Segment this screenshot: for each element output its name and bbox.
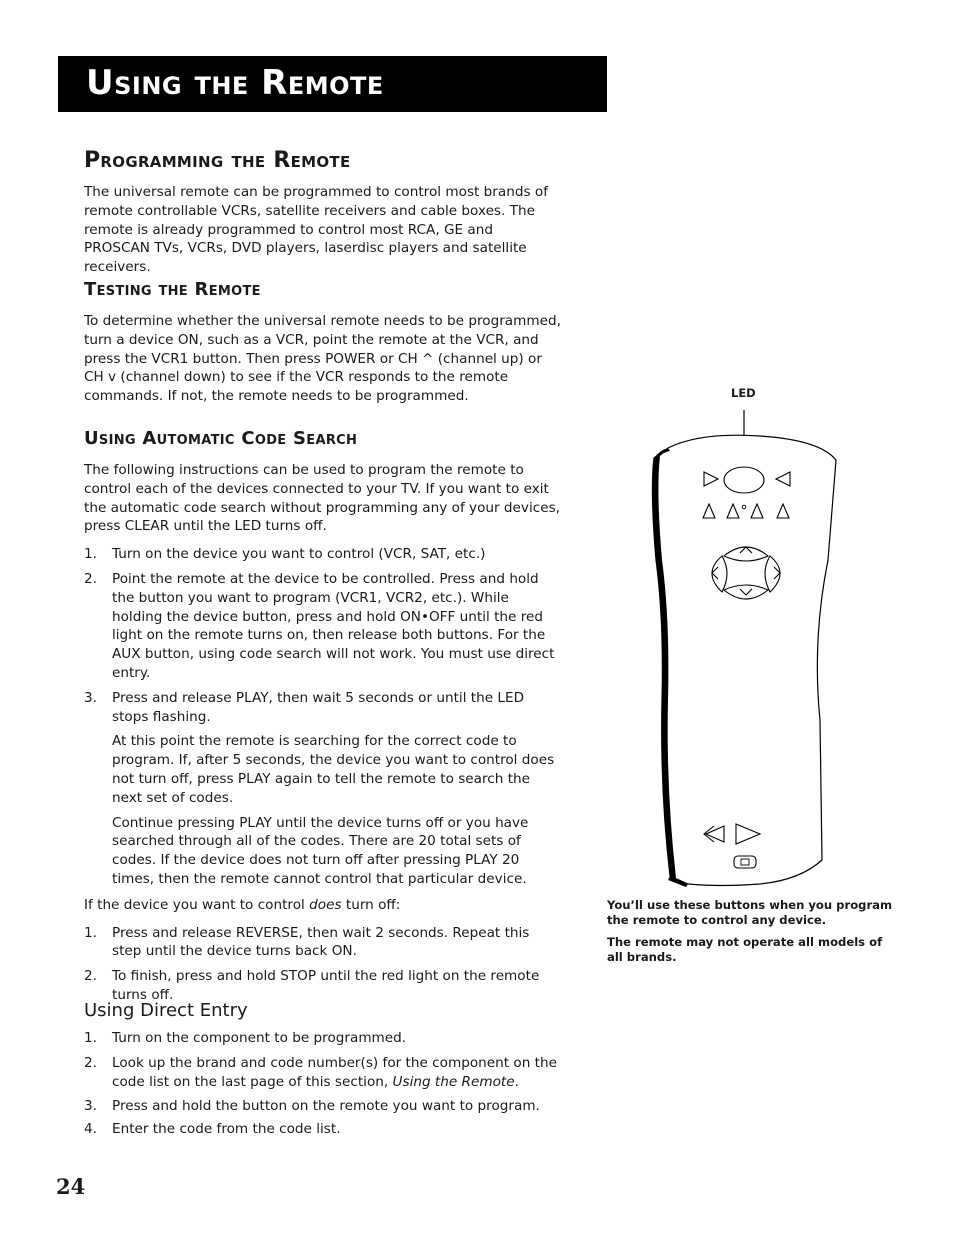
auto-search-heading: Using Automatic Code Search bbox=[84, 428, 358, 449]
figure-captions bbox=[607, 898, 897, 966]
direct-entry-steps bbox=[84, 1029, 562, 1139]
testing-body: To determine whether the universal remote needs to be programmed, turn a device ON, such as a VCR, point the remote at the VCR, and press the VCR1 button. Then press POWER or CH ^ (channel up) or CH v (channel down) to see if the VCR responds to the remote commands. If not, the remote needs to be programmed. bbox=[84, 313, 561, 405]
banner-title: Using the Remote bbox=[86, 63, 384, 103]
list-item bbox=[84, 570, 562, 683]
step-text: Press and release PLAY, then wait 5 seconds or until the LED stops flashing. bbox=[112, 689, 525, 725]
step-text: Turn on the device you want to control (VCR, SAT, etc.) bbox=[112, 546, 486, 563]
figure-caption: The remote may not operate all models of all brands. bbox=[607, 934, 883, 965]
step-text-em: Using the Remote bbox=[392, 1073, 515, 1090]
step-number: 4. bbox=[84, 1121, 97, 1138]
auto-search-steps-2 bbox=[84, 924, 562, 1005]
programming-section bbox=[84, 148, 562, 277]
step-text: To finish, press and hold STOP until the red light on the remote turns off. bbox=[112, 968, 540, 1003]
page-number: 24 bbox=[56, 1174, 86, 1199]
step-note: Continue pressing PLAY until the device turns off or you have searched through all of the codes. There are 20 total sets of codes. If the device does not turn off after pressing PLAY 20 times, then the remote cannot control that particular device. bbox=[112, 814, 529, 887]
step-number: 3. bbox=[84, 1098, 97, 1115]
programming-intro: The universal remote can be programmed to control most brands of remote controllable VCRs, satellite receivers and cable boxes. The remote is already programmed to control most RCA, GE and PROSCAN TVs, VCRs, DVD players, laserdisc players and satellite receivers. bbox=[84, 184, 548, 276]
direct-entry-heading: Using Direct Entry bbox=[84, 1000, 248, 1021]
figure-caption: You’ll use these buttons when you program the remote to control any device. bbox=[607, 898, 893, 928]
section-banner bbox=[58, 56, 607, 112]
list-item bbox=[84, 1054, 562, 1092]
list-item bbox=[84, 1097, 562, 1116]
led-indicator-icon bbox=[724, 467, 764, 493]
dot-icon bbox=[742, 505, 746, 509]
step-text: Turn on the component to be programmed. bbox=[112, 1030, 407, 1046]
auto-search-intro: The following instructions can be used to program the remote to control each of the devices connected to your TV. If you want to exit the automatic code search without programming any of your devices, press CLEAR until the LED turns off. bbox=[84, 462, 560, 535]
step-text-post: . bbox=[514, 1073, 519, 1090]
auto-search-section bbox=[84, 428, 562, 1005]
step-number: 1. bbox=[84, 546, 97, 563]
testing-heading: Testing the Remote bbox=[84, 279, 261, 300]
step-number: 2. bbox=[84, 570, 97, 587]
list-item bbox=[84, 689, 562, 889]
list-item bbox=[84, 924, 562, 962]
does-post: turn off: bbox=[341, 896, 401, 913]
list-item bbox=[84, 1029, 562, 1048]
step-text: Press and release REVERSE, then wait 2 seconds. Repeat this step until the device turns back ON. bbox=[112, 924, 530, 960]
list-item bbox=[84, 1120, 562, 1139]
step-number: 1. bbox=[84, 924, 97, 941]
step-text: Press and hold the button on the remote you want to program. bbox=[112, 1098, 540, 1115]
step-text: Enter the code from the code list. bbox=[112, 1121, 341, 1138]
does-pre: If the device you want to control bbox=[84, 896, 310, 913]
list-item bbox=[84, 545, 562, 564]
step-note: At this point the remote is searching for the correct code to program. If, after 5 seconds, the device you want to control does not turn off, press PLAY again to tell the remote to search the next set of codes. bbox=[112, 733, 555, 806]
programming-heading: Programming the Remote bbox=[84, 148, 351, 173]
remote-illustration bbox=[640, 410, 850, 890]
direct-entry-section bbox=[84, 1000, 562, 1139]
step-number: 2. bbox=[84, 968, 97, 985]
step-number: 1. bbox=[84, 1030, 97, 1046]
led-label: LED bbox=[731, 386, 756, 400]
step-number: 3. bbox=[84, 689, 97, 706]
remote-body bbox=[652, 435, 836, 885]
auto-search-steps bbox=[84, 545, 562, 889]
stop-icon bbox=[741, 859, 749, 865]
step-text-pre: Look up the brand and code number(s) for the component on the code list on the last page of this section, bbox=[112, 1054, 557, 1090]
step-text: Point the remote at the device to be controlled. Press and hold the button you want to program (VCR1, VCR2, etc.). While holding the device button, press and hold ON•OFF until the red light on the remote turns on, then release both buttons. For the AUX button, using code search will not work. You must use direct entry. bbox=[112, 570, 555, 681]
testing-section bbox=[84, 279, 562, 406]
does-em: does bbox=[309, 896, 342, 913]
does-turn-off-line bbox=[84, 896, 562, 915]
step-number: 2. bbox=[84, 1054, 97, 1071]
